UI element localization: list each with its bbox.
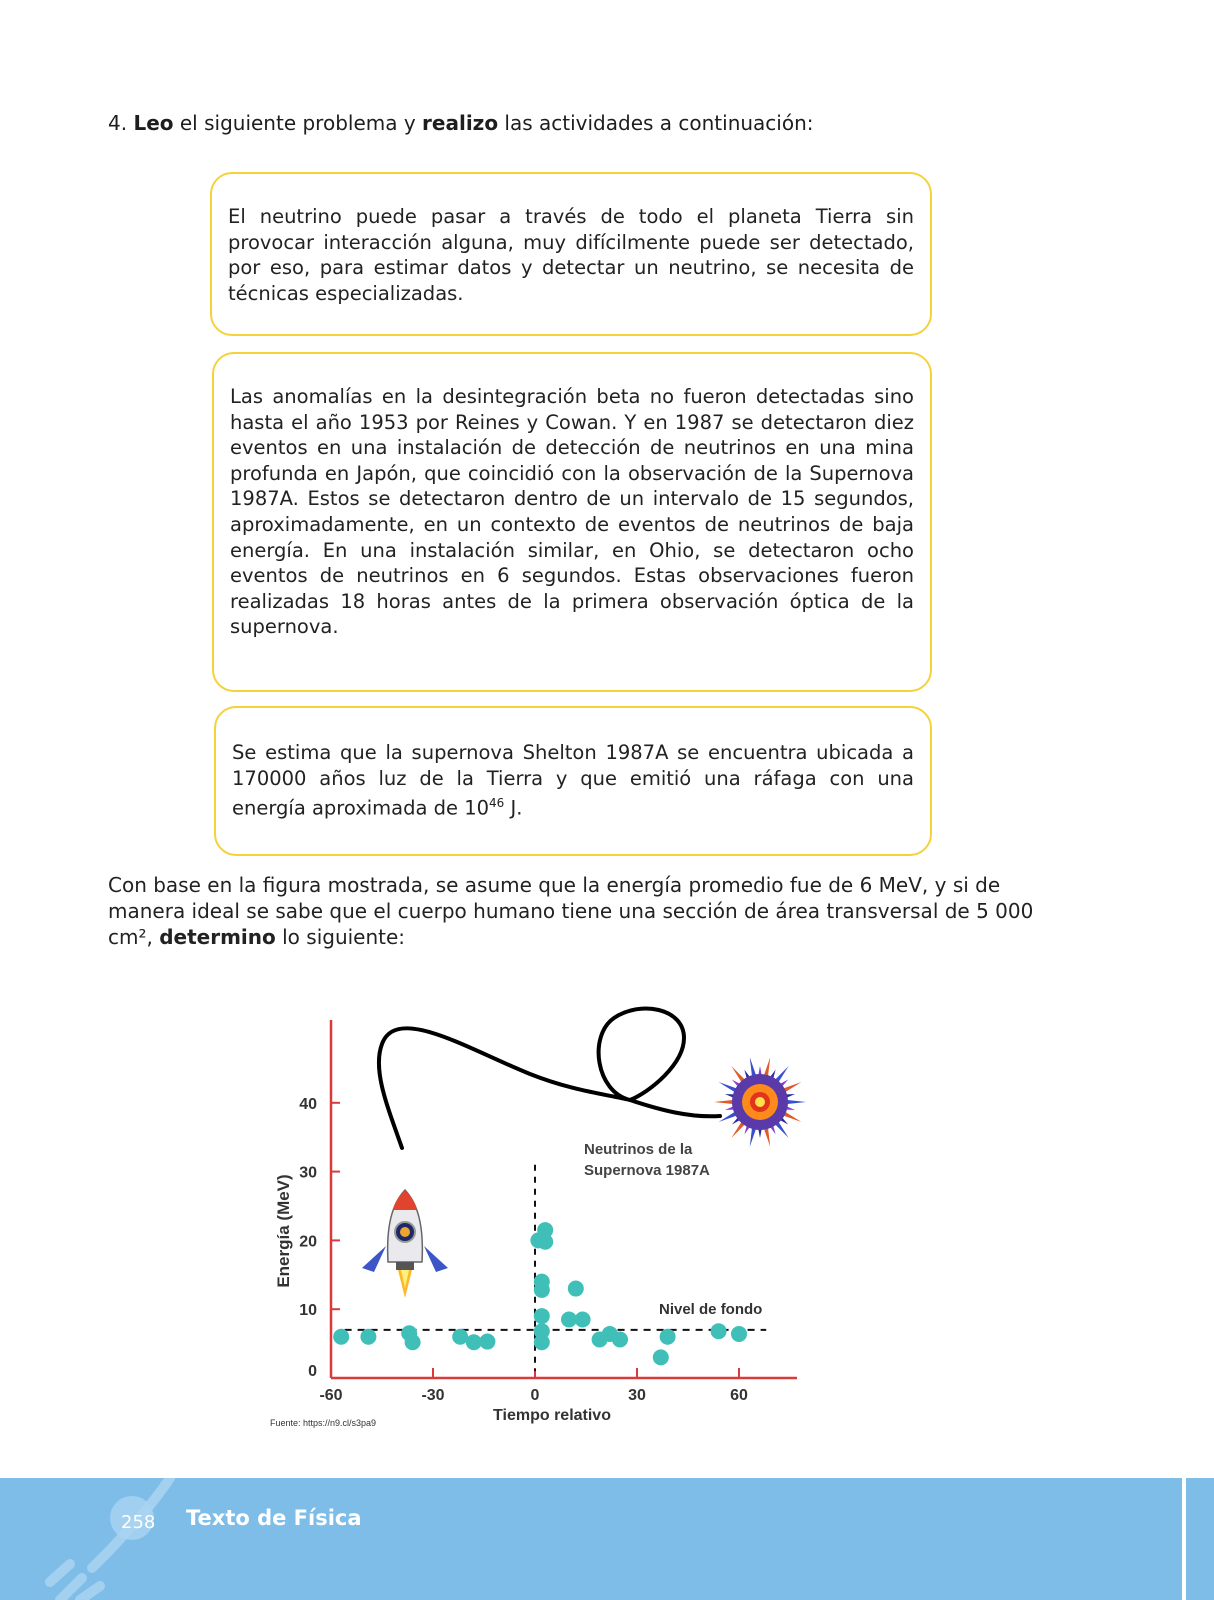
instruction-end: las actividades a continuación: <box>504 111 814 135</box>
trajectory-curve <box>379 1008 720 1148</box>
data-point <box>612 1331 628 1347</box>
data-point <box>479 1334 495 1350</box>
data-point <box>653 1349 669 1365</box>
y-tick-label: 30 <box>299 1164 317 1182</box>
data-point <box>568 1281 584 1297</box>
instruction-number: 4. <box>108 111 128 135</box>
supernova-text-unit: J. <box>504 796 523 820</box>
data-point <box>660 1329 676 1345</box>
energy-exponent: 46 <box>489 796 505 811</box>
rocket-icon <box>362 1190 448 1298</box>
info-box-detection-history-text: Las anomalías en la desintegración beta no fueron detectadas sino hasta el año 1953 por Reines y Cowan. Y en 1987 se detectaron diez eventos en una instalación de detección de neutrinos en una mina profunda en Japón, que coincidió con la observación de la Supernova 1987A. Estos se detectaron dentro de un intervalo de 15 segundos, aproximadamente, en un contexto de eventos de neutrinos de baja energía. En una instalación similar, en Ohio, se detectaron ocho eventos de neutrinos en 6 segundos. Estas observaciones fueron realizadas 18 horas antes de la primera observación óptica de la supernova. <box>230 385 914 639</box>
instruction-verb-read: Leo <box>133 111 174 135</box>
page-footer <box>0 1478 1214 1600</box>
footer-edge-bar <box>1182 1478 1186 1600</box>
y-tick-label: 40 <box>299 1095 317 1113</box>
data-point <box>452 1329 468 1345</box>
y-tick-label: 10 <box>299 1302 317 1320</box>
y-tick-label: 20 <box>299 1233 317 1251</box>
y-axis-label: Energía (MeV) <box>274 1174 293 1288</box>
data-point <box>711 1323 727 1339</box>
assumption-verb: determino <box>159 925 276 949</box>
data-point <box>534 1308 550 1324</box>
supernova-text-main: Se estima que la supernova Shelton 1987A se encuentra ubicada a 170000 años luz de la Tierra y que emitió una ráfaga con una energía aproximada de 10 <box>232 741 914 820</box>
y-tick-label: 0 <box>308 1363 317 1380</box>
data-point <box>534 1282 550 1298</box>
x-axis-label: Tiempo relativo <box>493 1407 611 1424</box>
data-point <box>575 1312 591 1328</box>
x-tick-label: -60 <box>319 1387 343 1404</box>
data-point <box>333 1329 349 1345</box>
instruction-verb-do: realizo <box>422 111 499 135</box>
background-level-annotation: Nivel de fondo <box>659 1301 763 1318</box>
supernova-annotation-line1: Neutrinos de la <box>584 1141 693 1158</box>
rocket-watermark-icon <box>0 1478 200 1600</box>
info-box-neutrino-text: El neutrino puede pasar a través de todo el planeta Tierra sin provocar interacción alguna, muy difícilmente puede ser detectado, por eso, para estimar datos y detectar un neutrino, se necesita de técnicas especializadas. <box>228 205 914 305</box>
book-title: Texto de Física <box>186 1506 362 1530</box>
x-tick-label: 30 <box>628 1387 646 1404</box>
data-point <box>537 1234 553 1250</box>
data-point <box>534 1334 550 1350</box>
x-tick-label: 0 <box>530 1387 540 1404</box>
x-tick-label: -30 <box>421 1387 445 1404</box>
assumption-end: lo siguiente: <box>275 925 406 949</box>
data-point <box>466 1334 482 1350</box>
supernova-annotation-line2: Supernova 1987A <box>584 1162 710 1179</box>
page-number: 258 <box>121 1512 156 1533</box>
figure-source: Fuente: https://n9.cl/s3pa9 <box>270 1418 377 1428</box>
x-tick-label: 60 <box>730 1387 748 1404</box>
data-point <box>731 1326 747 1342</box>
assumption-text: Con base en la figura mostrada, se asume que la energía promedio fue de 6 MeV, y si de manera ideal se sabe que el cuerpo humano tiene una sección de área transversal de 5 000 cm², <box>108 873 1034 949</box>
instruction-mid: el siguiente problema y <box>179 111 416 135</box>
data-point <box>360 1329 376 1345</box>
supernova-icon <box>714 1057 806 1147</box>
data-point <box>405 1334 421 1350</box>
